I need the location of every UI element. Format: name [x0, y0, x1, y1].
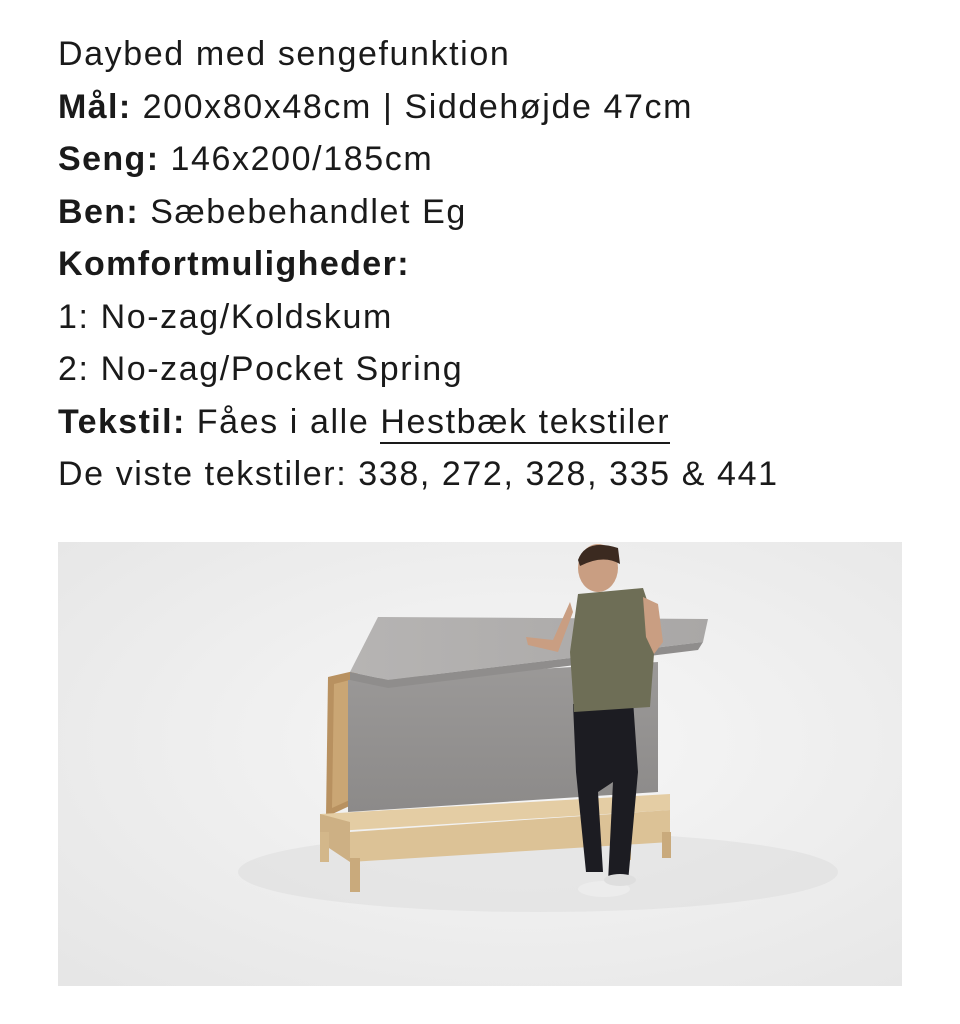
spec-legs-label: Ben: — [58, 192, 140, 231]
spec-legs — [58, 186, 938, 239]
spec-textile-text: Fåes i alle — [196, 402, 370, 441]
spec-dimensions — [58, 81, 938, 134]
spec-textile — [58, 396, 938, 449]
spec-comfort-label: Komfortmuligheder: — [58, 245, 410, 283]
spec-legs-value: Sæbebehandlet Eg — [150, 192, 467, 231]
comfort-option: 2: No-zag/Pocket Spring — [58, 350, 464, 388]
spec-bed-label: Seng: — [58, 140, 160, 178]
shown-textiles: De viste tekstiler: 338, 272, 328, 335 & 441 — [58, 455, 779, 493]
spec-dimensions-label: Mål: — [58, 87, 132, 126]
spec-comfort — [58, 238, 938, 291]
product-photo — [58, 542, 902, 986]
spec-textile-label: Tekstil: — [58, 402, 186, 441]
spec-bed — [58, 133, 938, 186]
comfort-option: 1: No-zag/Koldskum — [58, 297, 393, 336]
spec-dimensions-value: 200x80x48cm | Siddehøjde 47cm — [142, 87, 694, 126]
textiles-link[interactable]: Hestbæk tekstiler — [380, 403, 670, 444]
spec-bed-value: 146x200/185cm — [170, 140, 434, 178]
product-title: Daybed med sengefunktion — [58, 35, 511, 73]
product-specs — [58, 28, 938, 501]
